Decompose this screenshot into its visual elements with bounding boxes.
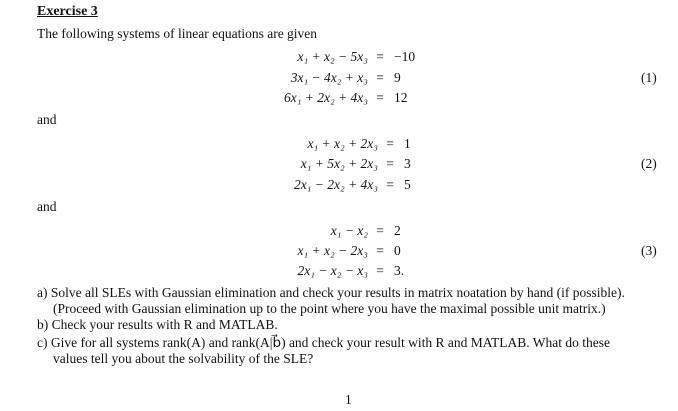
equation-rhs: 3 — [404, 156, 411, 171]
equation-rhs: 1 — [404, 136, 411, 151]
equals-sign: = — [386, 177, 394, 192]
task-a: a) Solve all SLEs with Gaussian elimination and check your results in matrix noatation by hand (if possible). — [37, 285, 625, 300]
equation-number: (2) — [641, 156, 657, 171]
equation-rhs: 12 — [394, 90, 408, 105]
equation-rhs: 3. — [394, 263, 405, 278]
equation-lhs: 6x₁ + 2x₂ + 4x₃ — [283, 90, 368, 105]
equation-lhs: x₁ + x₂ + 2x₃ — [307, 136, 378, 151]
equation-rhs: 2 — [394, 223, 401, 238]
equals-sign: = — [376, 70, 384, 85]
equation-number: (3) — [641, 243, 657, 258]
equation-lhs: x₁ + 5x₂ + 2x₃ — [300, 156, 378, 171]
task-a-continued: (Proceed with Gaussian elimination up to the point where you have the maximal possible unit matrix.) — [53, 301, 606, 316]
intro-text: The following systems of linear equations are given — [37, 26, 318, 41]
equals-sign: = — [376, 263, 384, 278]
equation-rhs: −10 — [394, 49, 416, 64]
equation-rhs: 5 — [404, 177, 411, 192]
equation-rhs: 9 — [394, 70, 401, 85]
equals-sign: = — [376, 90, 384, 105]
equals-sign: = — [386, 136, 394, 151]
equation-lhs: x₁ − x₂ — [330, 223, 368, 238]
equation-number: (1) — [641, 70, 657, 85]
equals-sign: = — [376, 243, 384, 258]
exercise-title: Exercise 3 — [37, 4, 98, 19]
equals-sign: = — [376, 223, 384, 238]
equation-lhs: 3x₁ − 4x₂ + x₃ — [290, 70, 368, 85]
task-c: c) Give for all systems rank(A) and rank(A|b⃗) and check your result with R and MATLAB. What do these — [37, 335, 610, 350]
equation-lhs: 2x₁ − x₂ − x₃ — [297, 263, 368, 278]
equation-lhs: 2x₁ − 2x₂ + 4x₃ — [293, 177, 378, 192]
equals-sign: = — [386, 156, 394, 171]
connector-and-1: and — [37, 112, 57, 127]
connector-and-2: and — [37, 199, 57, 214]
equation-rhs: 0 — [394, 243, 401, 258]
page-number: 1 — [345, 392, 352, 407]
equals-sign: = — [376, 49, 384, 64]
task-c-continued: values tell you about the solvability of the SLE? — [53, 351, 314, 366]
equation-lhs: x₁ + x₂ − 5x₃ — [297, 49, 368, 64]
equation-lhs: x₁ + x₂ − 2x₃ — [297, 243, 368, 258]
task-b: b) Check your results with R and MATLAB. — [37, 317, 278, 332]
